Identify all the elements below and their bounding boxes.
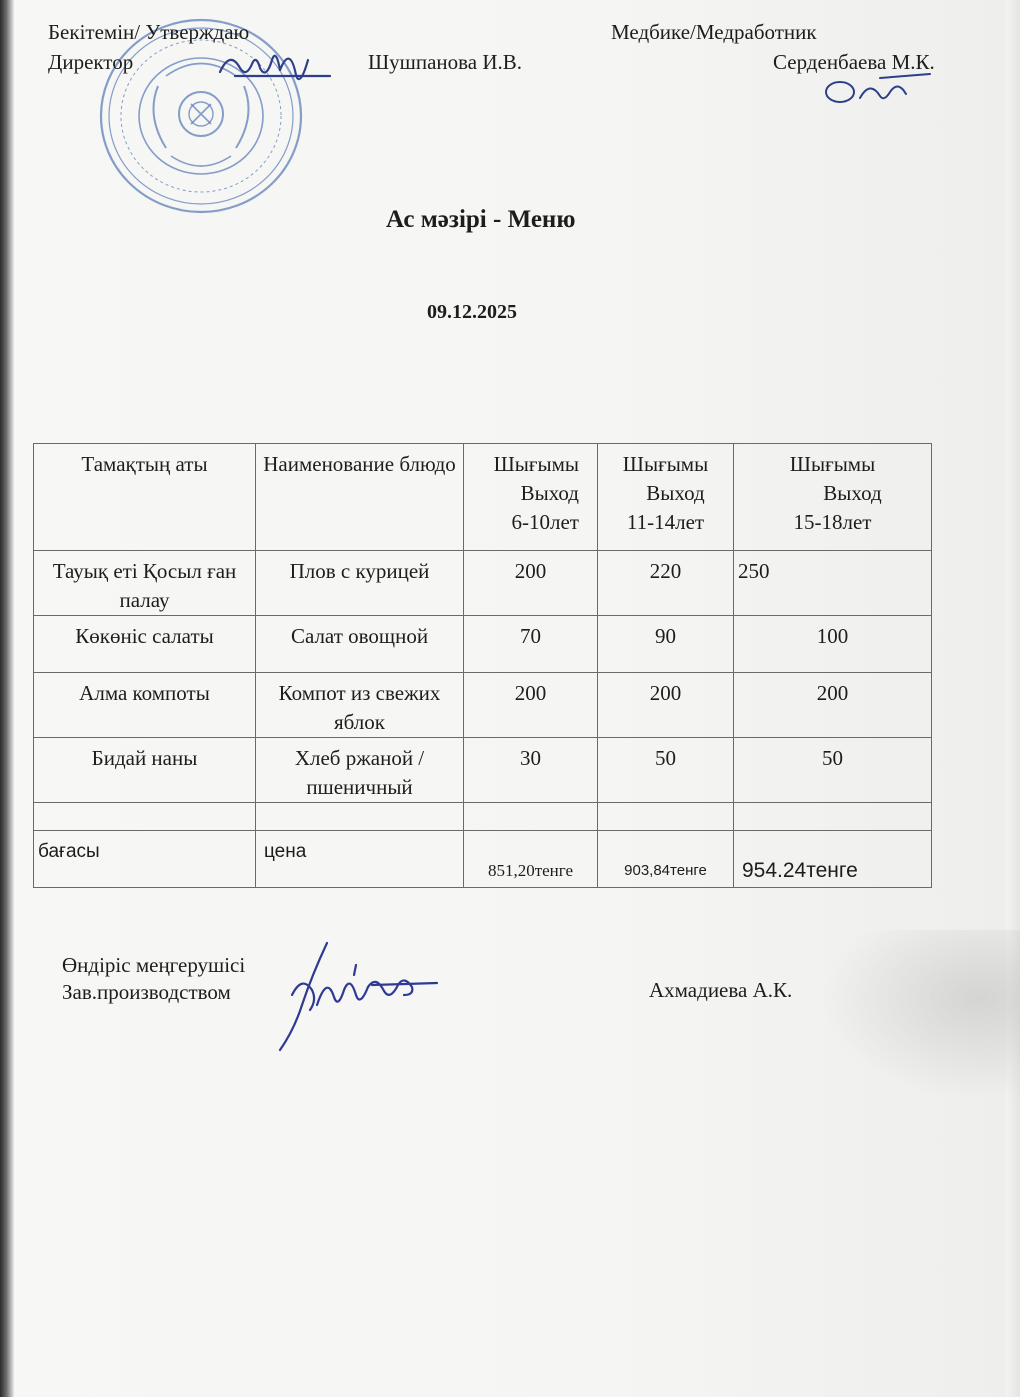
dish-kz: Алма компоты [34, 673, 256, 738]
director-name: Шушпанова И.В. [368, 50, 523, 74]
manager-signature [272, 935, 442, 1055]
approve-label: Бекітемін/ Утверждаю [48, 20, 250, 44]
output-15-18: 50 [734, 738, 932, 803]
header-output-11-14: Шығымы Выход 11-14лет [598, 444, 734, 551]
manager-name: Ахмадиева А.К. [649, 978, 793, 1002]
output-11-14: 220 [598, 551, 734, 616]
menu-date: 09.12.2025 [427, 301, 517, 323]
output-11-14: 200 [598, 673, 734, 738]
header-kz-name: Тамақтың аты [34, 444, 256, 551]
price-row [34, 831, 932, 888]
empty-row [34, 803, 932, 831]
price-label-ru: цена [256, 831, 464, 888]
table-row [34, 673, 932, 738]
director-label: Директор [48, 50, 134, 74]
output-6-10: 200 [464, 673, 598, 738]
table-row [34, 551, 932, 616]
dish-ru: Плов с курицей [256, 551, 464, 616]
price-label-kz: бағасы [34, 831, 256, 888]
medic-label: Медбике/Медработник [611, 20, 817, 44]
output-6-10: 200 [464, 551, 598, 616]
medic-signature [820, 70, 940, 110]
dish-kz: Көкөніс салаты [34, 616, 256, 673]
output-15-18: 100 [734, 616, 932, 673]
output-11-14: 90 [598, 616, 734, 673]
menu-table [33, 443, 932, 888]
price-11-14: 903,84тенге [598, 831, 734, 888]
manager-label-ru: Зав.производством [62, 980, 231, 1004]
output-6-10: 30 [464, 738, 598, 803]
output-15-18: 250 [734, 551, 932, 616]
page-right-edge [1006, 0, 1020, 1397]
dish-ru: Хлеб ржаной /пшеничный [256, 738, 464, 803]
dish-ru: Компот из свежих яблок [256, 673, 464, 738]
header-ru-name: Наименование блюдо [256, 444, 464, 551]
output-11-14: 50 [598, 738, 734, 803]
price-15-18: 954.24тенге [734, 831, 932, 888]
page-title: Ас мәзірі - Меню [386, 206, 576, 233]
price-6-10: 851,20тенге [464, 831, 598, 888]
page-left-edge [0, 0, 14, 1397]
output-6-10: 70 [464, 616, 598, 673]
paper-shadow [820, 930, 1020, 1100]
table-row [34, 616, 932, 673]
manager-label-kz: Өндіріс меңгерушісі [62, 953, 246, 977]
dish-kz: Тауық еті Қосыл ған палау [34, 551, 256, 616]
table-header-row [34, 444, 932, 551]
output-15-18: 200 [734, 673, 932, 738]
dish-kz: Бидай наны [34, 738, 256, 803]
medic-name: Серденбаева М.К. [773, 50, 935, 74]
table-row [34, 738, 932, 803]
dish-ru: Салат овощной [256, 616, 464, 673]
header-output-15-18: Шығымы Выход 15-18лет [734, 444, 932, 551]
header-output-6-10: Шығымы Выход 6-10лет [464, 444, 598, 551]
director-signature [200, 40, 340, 90]
